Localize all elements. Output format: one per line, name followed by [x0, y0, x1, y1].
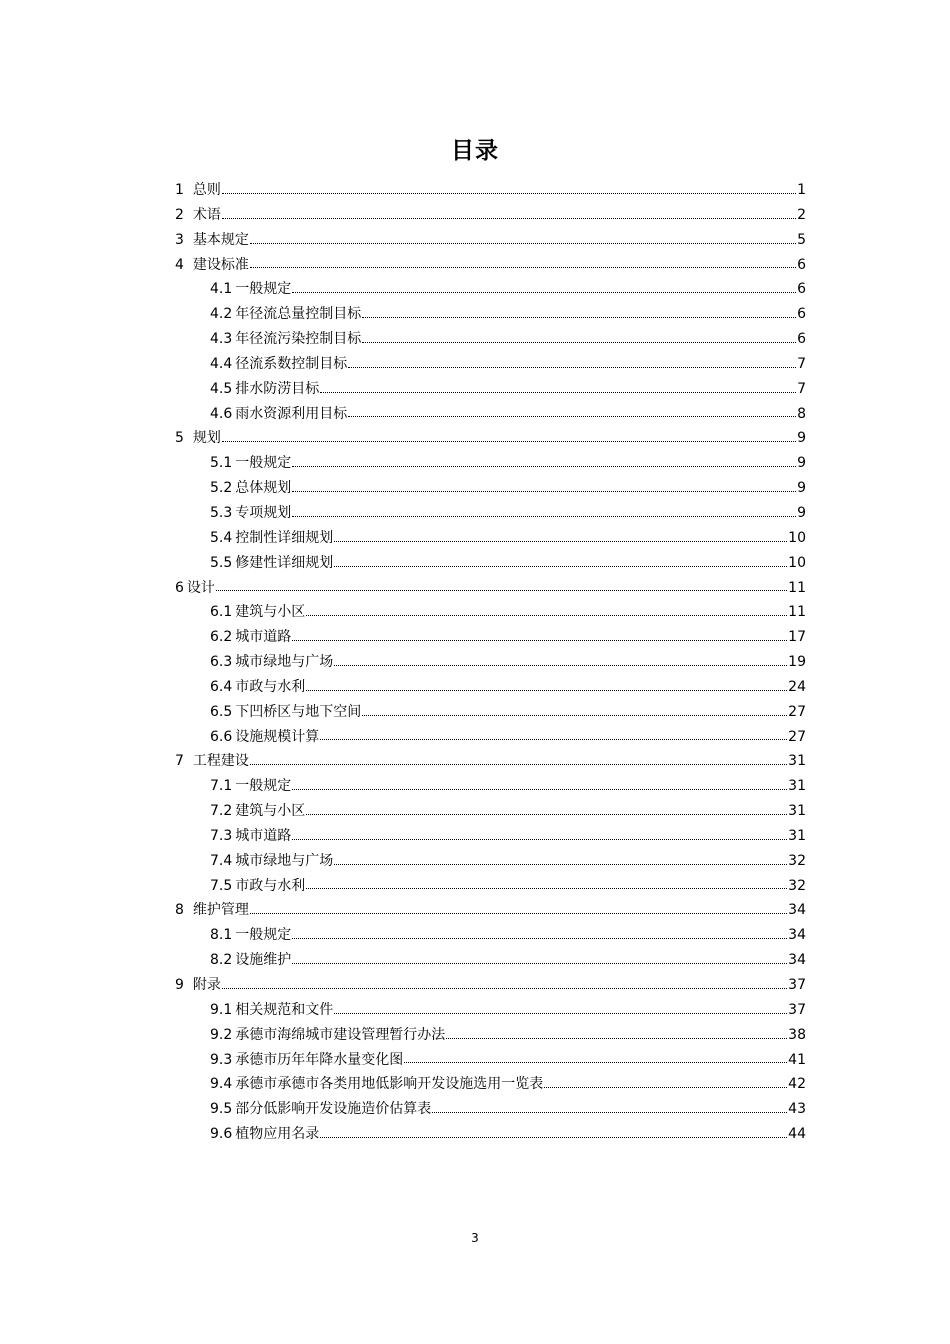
toc-entry-title: 排水防涝目标 [235, 380, 320, 397]
toc-entry-number: 3 [175, 231, 184, 248]
toc-entry-page: 7 [797, 355, 806, 372]
toc-section-entry[interactable] [175, 1048, 806, 1073]
dot-leader [292, 839, 787, 840]
toc-entry-number: 5.2 [210, 480, 233, 497]
dot-leader [222, 218, 796, 219]
dot-leader [216, 590, 787, 591]
toc-entry-title: 城市道路 [235, 629, 292, 646]
dot-leader [250, 267, 796, 268]
toc-section-entry[interactable] [175, 451, 806, 476]
toc-entry-title: 一般规定 [235, 778, 292, 795]
toc-entry-page: 31 [788, 827, 806, 844]
toc-entry-title: 设施维护 [235, 952, 292, 969]
toc-section-entry[interactable] [175, 377, 806, 402]
toc-entry-title: 年径流污染控制目标 [235, 331, 362, 348]
toc-entry-number: 6.1 [210, 604, 233, 621]
toc-entry-title: 市政与水利 [235, 678, 306, 695]
toc-entry-number: 7.3 [210, 827, 233, 844]
toc-entry-page: 5 [797, 231, 806, 248]
dot-leader [222, 441, 796, 442]
toc-entry-title: 雨水资源利用目标 [235, 405, 348, 422]
toc-entry-page: 11 [788, 604, 806, 621]
toc-entry-page: 42 [788, 1076, 806, 1093]
dot-leader [292, 292, 796, 293]
toc-entry-title: 承德市历年年降水量变化图 [235, 1051, 404, 1068]
toc-entry-number: 6.4 [210, 678, 233, 695]
toc-entry-title: 设施规模计算 [235, 728, 320, 745]
dot-leader [404, 1062, 787, 1063]
toc-entry-page: 8 [797, 405, 806, 422]
toc-section-entry[interactable] [175, 600, 806, 625]
toc-section-entry[interactable] [175, 799, 806, 824]
toc-entry-number: 5.5 [210, 554, 233, 571]
toc-entry-title: 修建性详细规划 [235, 554, 334, 571]
toc-section-entry[interactable] [175, 1122, 806, 1147]
toc-entry-title: 一般规定 [235, 455, 292, 472]
toc-chapter-entry[interactable] [175, 178, 806, 203]
dot-leader [292, 466, 796, 467]
dot-leader [348, 416, 796, 417]
toc-section-entry[interactable] [175, 501, 806, 526]
toc-entry-number: 7.1 [210, 778, 233, 795]
toc-entry-number: 9.1 [210, 1001, 233, 1018]
dot-leader [446, 1038, 787, 1039]
toc-entry-page: 31 [788, 803, 806, 820]
dot-leader [362, 715, 787, 716]
toc-entry-page: 19 [788, 654, 806, 671]
toc-entry-page: 27 [788, 728, 806, 745]
toc-entry-page: 11 [788, 579, 806, 596]
toc-entry-title: 承德市海绵城市建设管理暂行办法 [235, 1026, 446, 1043]
dot-leader [362, 317, 796, 318]
toc-section-entry[interactable] [175, 327, 806, 352]
toc-entry-number: 9.4 [210, 1076, 233, 1093]
toc-entry-title: 城市绿地与广场 [235, 852, 334, 869]
toc-entry-page: 9 [797, 480, 806, 497]
toc-entry-number: 7.5 [210, 877, 233, 894]
dot-leader [334, 566, 787, 567]
dot-leader [334, 541, 787, 542]
toc-entry-number: 1 [175, 182, 184, 198]
toc-entry-title: 径流系数控制目标 [235, 355, 348, 372]
dot-leader [292, 789, 787, 790]
dot-leader [292, 640, 787, 641]
dot-leader [348, 367, 796, 368]
toc-chapter-entry[interactable] [175, 973, 806, 998]
table-of-contents [175, 178, 806, 1147]
toc-entry-page: 9 [797, 504, 806, 521]
toc-entry-page: 2 [797, 206, 806, 223]
toc-section-entry[interactable] [175, 402, 806, 427]
toc-section-entry[interactable] [175, 725, 806, 750]
toc-entry-title: 总体规划 [235, 480, 292, 497]
toc-entry-number: 4.5 [210, 380, 233, 397]
toc-entry-page: 6 [797, 331, 806, 348]
toc-entry-number: 7.4 [210, 852, 233, 869]
dot-leader [334, 665, 787, 666]
toc-entry-page: 1 [797, 182, 806, 198]
toc-entry-number: 4.3 [210, 331, 233, 348]
toc-entry-number: 9 [175, 977, 184, 993]
toc-section-entry[interactable] [175, 625, 806, 650]
toc-entry-number: 9.6 [210, 1126, 233, 1143]
toc-entry-page: 6 [797, 306, 806, 323]
dot-leader [320, 1137, 787, 1138]
toc-section-entry[interactable] [175, 998, 806, 1023]
toc-entry-page: 6 [797, 256, 806, 273]
toc-entry-page: 32 [788, 877, 806, 894]
toc-entry-title: 建筑与小区 [235, 604, 306, 621]
dot-leader [320, 739, 787, 740]
toc-entry-number: 5 [175, 430, 184, 447]
toc-section-entry[interactable] [175, 551, 806, 576]
toc-chapter-entry[interactable] [175, 426, 806, 451]
toc-section-entry[interactable] [175, 874, 806, 899]
toc-entry-title: 部分低影响开发设施造价估算表 [235, 1101, 432, 1118]
toc-entry-number: 8.2 [210, 952, 233, 969]
toc-entry-number: 8 [175, 902, 184, 919]
toc-section-entry[interactable] [175, 476, 806, 501]
dot-leader [250, 243, 796, 244]
toc-entry-number: 4.4 [210, 355, 233, 372]
toc-entry-title: 术语 [192, 206, 221, 223]
toc-entry-page: 9 [797, 455, 806, 472]
dot-leader [250, 913, 787, 914]
toc-entry-page: 27 [788, 703, 806, 720]
toc-entry-page: 31 [788, 778, 806, 795]
toc-entry-page: 37 [788, 977, 806, 993]
toc-entry-title: 下凹桥区与地下空间 [235, 703, 362, 720]
toc-section-entry[interactable] [175, 923, 806, 948]
toc-entry-title: 相关规范和文件 [235, 1001, 334, 1018]
toc-chapter-entry[interactable] [175, 228, 806, 253]
toc-entry-title: 市政与水利 [235, 877, 306, 894]
toc-entry-title: 总则 [192, 182, 221, 198]
toc-entry-page: 31 [788, 753, 806, 770]
toc-section-entry[interactable] [175, 675, 806, 700]
toc-entry-page: 9 [797, 430, 806, 447]
toc-entry-number: 9.2 [210, 1026, 233, 1043]
toc-entry-number: 5.1 [210, 455, 233, 472]
toc-entry-title: 承德市承德市各类用地低影响开发设施选用一览表 [235, 1076, 544, 1093]
toc-entry-title: 城市绿地与广场 [235, 654, 334, 671]
toc-section-entry[interactable] [175, 774, 806, 799]
toc-entry-title: 城市道路 [235, 827, 292, 844]
page-number: 3 [471, 1231, 479, 1245]
toc-entry-page: 10 [788, 529, 806, 546]
toc-entry-page: 37 [788, 1001, 806, 1018]
toc-entry-number: 6.2 [210, 629, 233, 646]
toc-section-entry[interactable] [175, 302, 806, 327]
toc-section-entry[interactable] [175, 948, 806, 973]
toc-entry-page: 34 [788, 952, 806, 969]
toc-section-entry[interactable] [175, 849, 806, 874]
toc-entry-page: 34 [788, 902, 806, 919]
dot-leader [306, 615, 787, 616]
toc-entry-page: 10 [788, 554, 806, 571]
toc-entry-title: 植物应用名录 [235, 1126, 320, 1143]
toc-chapter-entry[interactable] [175, 253, 806, 278]
toc-entry-number: 6 [175, 579, 184, 596]
toc-entry-number: 7.2 [210, 803, 233, 820]
toc-section-entry[interactable] [175, 1072, 806, 1097]
toc-entry-page: 43 [788, 1101, 806, 1118]
toc-section-entry[interactable] [175, 1097, 806, 1122]
dot-leader [320, 392, 796, 393]
toc-entry-page: 41 [788, 1051, 806, 1068]
toc-entry-number: 4 [175, 256, 184, 273]
toc-entry-number: 6.5 [210, 703, 233, 720]
toc-entry-page: 34 [788, 927, 806, 944]
dot-leader [292, 963, 787, 964]
toc-entry-number: 4.2 [210, 306, 233, 323]
toc-entry-title: 建设标准 [192, 256, 249, 273]
toc-section-entry[interactable] [175, 352, 806, 377]
toc-section-entry[interactable] [175, 700, 806, 725]
toc-entry-number: 7 [175, 753, 184, 770]
toc-entry-page: 24 [788, 678, 806, 695]
toc-entry-number: 2 [175, 206, 184, 223]
dot-leader [362, 342, 796, 343]
dot-leader [306, 888, 787, 889]
toc-entry-number: 4.6 [210, 405, 233, 422]
dot-leader [432, 1112, 787, 1113]
toc-chapter-entry[interactable] [175, 576, 806, 601]
toc-entry-page: 17 [788, 629, 806, 646]
toc-chapter-entry[interactable] [175, 898, 806, 923]
toc-entry-title: 建筑与小区 [235, 803, 306, 820]
toc-entry-title: 维护管理 [192, 902, 249, 919]
toc-entry-title: 工程建设 [192, 753, 249, 770]
toc-section-entry[interactable] [175, 526, 806, 551]
toc-entry-page: 32 [788, 852, 806, 869]
toc-entry-number: 8.1 [210, 927, 233, 944]
dot-leader [222, 193, 796, 194]
dot-leader [292, 938, 787, 939]
toc-entry-title: 附录 [192, 977, 221, 993]
toc-entry-page: 7 [797, 380, 806, 397]
toc-section-entry[interactable] [175, 277, 806, 302]
toc-entry-title: 一般规定 [235, 281, 292, 298]
toc-entry-page: 38 [788, 1026, 806, 1043]
toc-entry-title: 一般规定 [235, 927, 292, 944]
toc-entry-page: 44 [788, 1126, 806, 1143]
toc-chapter-entry[interactable] [175, 749, 806, 774]
toc-entry-number: 4.1 [210, 281, 233, 298]
toc-entry-number: 6.3 [210, 654, 233, 671]
dot-leader [544, 1087, 787, 1088]
page-title: 目录 [451, 138, 499, 164]
dot-leader [250, 764, 787, 765]
toc-entry-number: 5.4 [210, 529, 233, 546]
dot-leader [292, 516, 796, 517]
toc-entry-number: 9.3 [210, 1051, 233, 1068]
toc-entry-title: 规划 [192, 430, 221, 447]
dot-leader [222, 988, 787, 989]
toc-entry-title: 专项规划 [235, 504, 292, 521]
toc-entry-title: 年径流总量控制目标 [235, 306, 362, 323]
toc-entry-title: 基本规定 [192, 231, 249, 248]
toc-section-entry[interactable] [175, 650, 806, 675]
dot-leader [334, 1013, 787, 1014]
toc-section-entry[interactable] [175, 824, 806, 849]
toc-entry-title: 设计 [186, 579, 215, 596]
toc-chapter-entry[interactable] [175, 203, 806, 228]
toc-entry-number: 6.6 [210, 728, 233, 745]
dot-leader [306, 690, 787, 691]
toc-entry-page: 6 [797, 281, 806, 298]
dot-leader [306, 814, 787, 815]
dot-leader [334, 864, 787, 865]
toc-section-entry[interactable] [175, 1023, 806, 1048]
toc-entry-number: 9.5 [210, 1101, 233, 1118]
dot-leader [292, 491, 796, 492]
toc-entry-title: 控制性详细规划 [235, 529, 334, 546]
toc-entry-number: 5.3 [210, 504, 233, 521]
